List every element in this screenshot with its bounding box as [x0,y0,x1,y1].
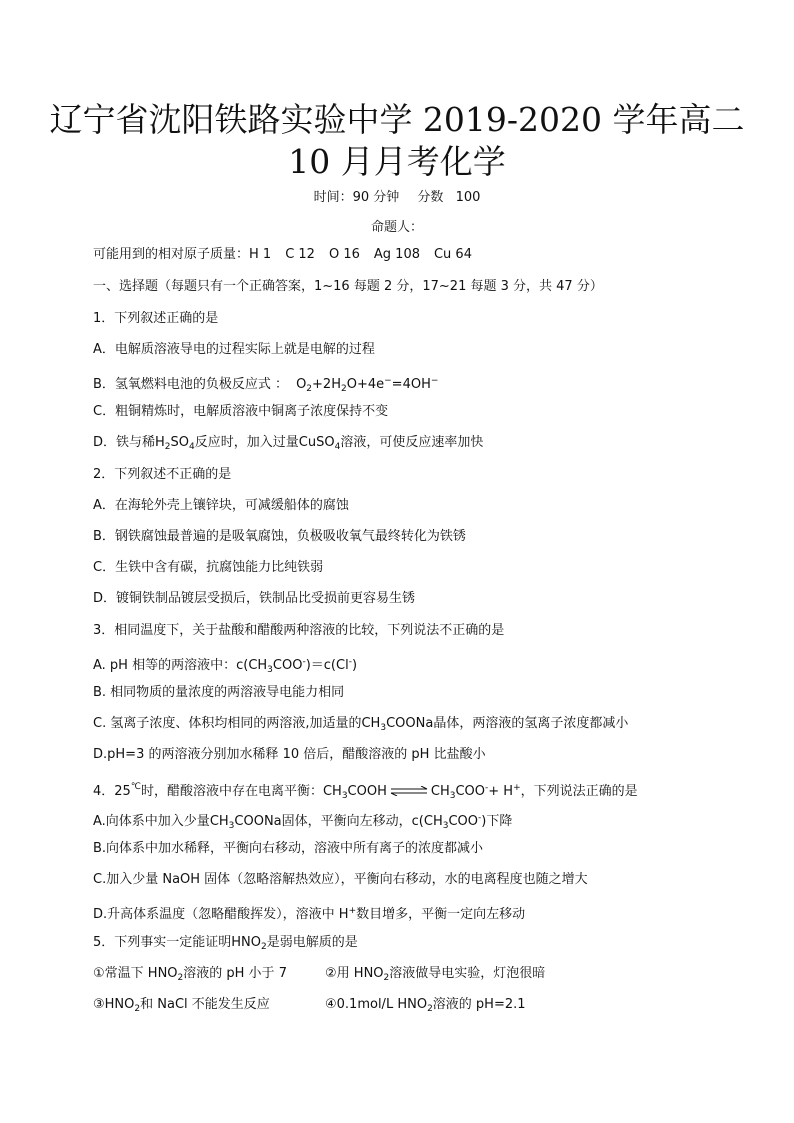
formula-sup: - [348,657,352,667]
formula-part: HNO [353,966,384,981]
q5-option-text: ②用 [325,966,350,981]
atomic-mass-item: Cu 64 [433,247,472,262]
q5-options-row1 [93,965,287,987]
q3-option-a-text: A. pH 相等的两溶液中： [93,658,237,673]
q1-option-d-text: 溶液，可使反应速率加快 [340,435,484,450]
q5-option-text: ④0.1mol/L [325,997,394,1012]
formula-part: ) [481,814,487,829]
q5-option-text: 和 NaCl 不能发生反应 [140,997,270,1012]
formula-part: CH [430,784,450,799]
q4-option-c: C.加入少量 NaOH 固体（忽略溶解热效应），平衡向右移动，水的电离程度也随之增大 [93,872,588,887]
q1-option-d-text: D．铁与稀 [93,435,156,450]
q3-option-a [93,653,357,679]
formula-part: SO [170,435,190,450]
q3-option-d: D.pH=3 的两溶液分别加水稀释 10 倍后，醋酸溶液的 pH 比盐酸小 [93,747,486,762]
formula-part: +4e [356,377,385,392]
q4-option-a [93,809,512,835]
formula-sup: + [513,783,521,793]
q5-option-text: 溶液的 pH=2.1 [432,997,526,1012]
formula-part: + H [488,784,514,799]
q4-option-a-text: A.向体系中加入少量 [93,814,210,829]
q5-option-text: ③ [93,997,105,1012]
time-label: 时间：90 分钟 [313,190,400,205]
score-label: 分数 [417,190,444,205]
q2-option-b: B．钢铁腐蚀最普遍的是吸氧腐蚀，负极吸收氧气最终转化为铁锈 [93,529,466,544]
q1-option-c: C．粗铜精炼时，电解质溶液中铜离子浓度保持不变 [93,404,389,419]
formula-part: HNO [397,997,428,1012]
formula-part: ) [351,658,358,673]
formula-part: c(CH [411,814,443,829]
section-heading: 一、选择题（每题只有一个正确答案，1~16 每题 2 分，17~21 每题 3 分，共 47 分） [93,279,603,294]
formula-part: COONa [234,814,282,829]
q2-option-a: A．在海轮外壳上镶锌块，可减缓船体的腐蚀 [93,498,349,513]
formula-sub: 2 [340,384,347,394]
formula-sub: 4 [334,442,341,452]
formula-part: CuSO [298,435,335,450]
q5-option-text: ①常温下 [93,966,144,981]
q4-option-a-text: 下降 [486,814,513,829]
atomic-mass-line [93,246,472,264]
q5-option-4 [325,996,526,1018]
author-label: 命题人： [370,220,423,235]
formula-sub: 2 [306,384,313,394]
q5-stem-text: 5．下列事实一定能证明 [93,935,232,950]
q4-stem-text: ，下列说法正确的是 [520,784,638,799]
formula-part: )＝c(Cl [305,658,349,673]
formula-sub: 3 [442,821,449,831]
q4-option-d-text: D.升高体系温度（忽略醋酸挥发），溶液中 H [93,907,349,922]
formula-part: COOH [347,784,387,799]
formula-part: H [155,435,165,450]
q5-option-text: 溶液的 pH 小于 7 [183,966,287,981]
q4-option-d [93,902,525,924]
exam-time-score [0,186,794,205]
q5-option-2 [325,965,545,987]
atomic-mass-item: O 16 [328,247,360,262]
atomic-mass-item: H 1 [249,247,272,262]
q4-option-a-text: 固体，平衡向左移动， [281,814,412,829]
formula-part: O [296,377,307,392]
formula-part: COO [448,814,479,829]
formula-sub: 2 [164,442,171,452]
q3-option-c-text: 晶体，两溶液的氢离子浓度都减小 [433,716,629,731]
formula-sub: 3 [449,791,456,801]
atomic-mass-item: Ag 108 [373,247,420,262]
q5-stem-text: 是弱电解质的是 [266,935,358,950]
q1-stem: 1．下列叙述正确的是 [93,311,219,326]
formula-part: CH [361,716,381,731]
formula-part: COO [272,658,303,673]
formula-sup: - [302,657,306,667]
degree-symbol: ℃ [130,782,141,792]
q1-option-d-text: 反应时，加入过量 [194,435,299,450]
formula-sub: 2 [427,1004,433,1014]
formula-sub: 3 [380,723,387,733]
formula-part: COONa [386,716,434,731]
atomic-mass-label: 可能用到的相对原子质量： [93,247,250,262]
q3-option-c [93,715,628,737]
formula-sub: 3 [341,791,348,801]
formula-sub: 2 [134,1004,141,1014]
exam-title-line2: 10 月月考化学 [288,142,506,181]
formula-part: +2H [312,377,341,392]
formula-part: O [346,377,357,392]
q3-option-b: B. 相同物质的量浓度的两溶液导电能力相同 [93,685,345,700]
q4-stem-text: 4．25 [93,784,131,799]
q5-option-3 [93,996,270,1018]
q1-option-a: A．电解质溶液导电的过程实际上就是电解的过程 [93,342,375,357]
q4-option-d-text: 数目增多，平衡一定向左移动 [356,907,526,922]
q4-option-b: B.向体系中加水稀释，平衡向右移动，溶液中所有离子的浓度都减小 [93,841,484,856]
score-value: 100 [455,190,481,205]
formula-part: CH [209,814,229,829]
formula-sup: − [430,376,439,386]
equilibrium-arrow-icon [389,786,429,796]
q3-option-c-text: C. 氢离子浓度、体积均相同的两溶液,加适量的 [93,716,362,731]
formula-part: HNO [147,966,178,981]
q5-option-1 [93,966,287,981]
q4-stem [93,778,638,805]
formula-sub: 2 [177,973,184,983]
formula-sub: 2 [383,973,390,983]
formula-sub: 3 [267,665,273,675]
formula-part: c(CH [236,658,268,673]
formula-sub: 2 [261,942,267,952]
q1-option-b [93,372,438,398]
q1-option-d [93,434,483,456]
formula-part: COO [455,784,486,799]
q2-option-c: C．生铁中含有碳，抗腐蚀能力比纯铁弱 [93,560,324,575]
formula-sup: + [348,906,357,916]
q5-option-text: 溶液做导电实验，灯泡很暗 [389,966,546,981]
formula-sup: - [485,783,489,793]
q5-stem [93,934,358,956]
formula-part: CH [322,784,342,799]
formula-part: HNO [231,935,262,950]
formula-sub: 3 [228,821,235,831]
q1-option-b-text: B．氢氧燃料电池的负极反应式 ： [93,377,289,392]
formula-sup: − [384,376,392,386]
q2-stem: 2．下列叙述不正确的是 [93,467,232,482]
formula-part: =4OH [391,377,431,392]
q2-option-d: D．镀铜铁制品镀层受损后，铁制品比受损前更容易生锈 [93,591,416,606]
formula-sub: 4 [189,442,195,452]
atomic-mass-item: C 12 [285,247,315,262]
formula-sup: - [478,813,482,823]
formula-part: HNO [104,997,135,1012]
q3-stem: 3．相同温度下，关于盐酸和醋酸两种溶液的比较，下列说法不正确的是 [93,623,505,638]
q4-stem-text: 时，醋酸溶液中存在电离平衡： [140,784,323,799]
exam-title-line1: 辽宁省沈阳铁路实验中学 2019-2020 学年高二 [49,100,745,139]
